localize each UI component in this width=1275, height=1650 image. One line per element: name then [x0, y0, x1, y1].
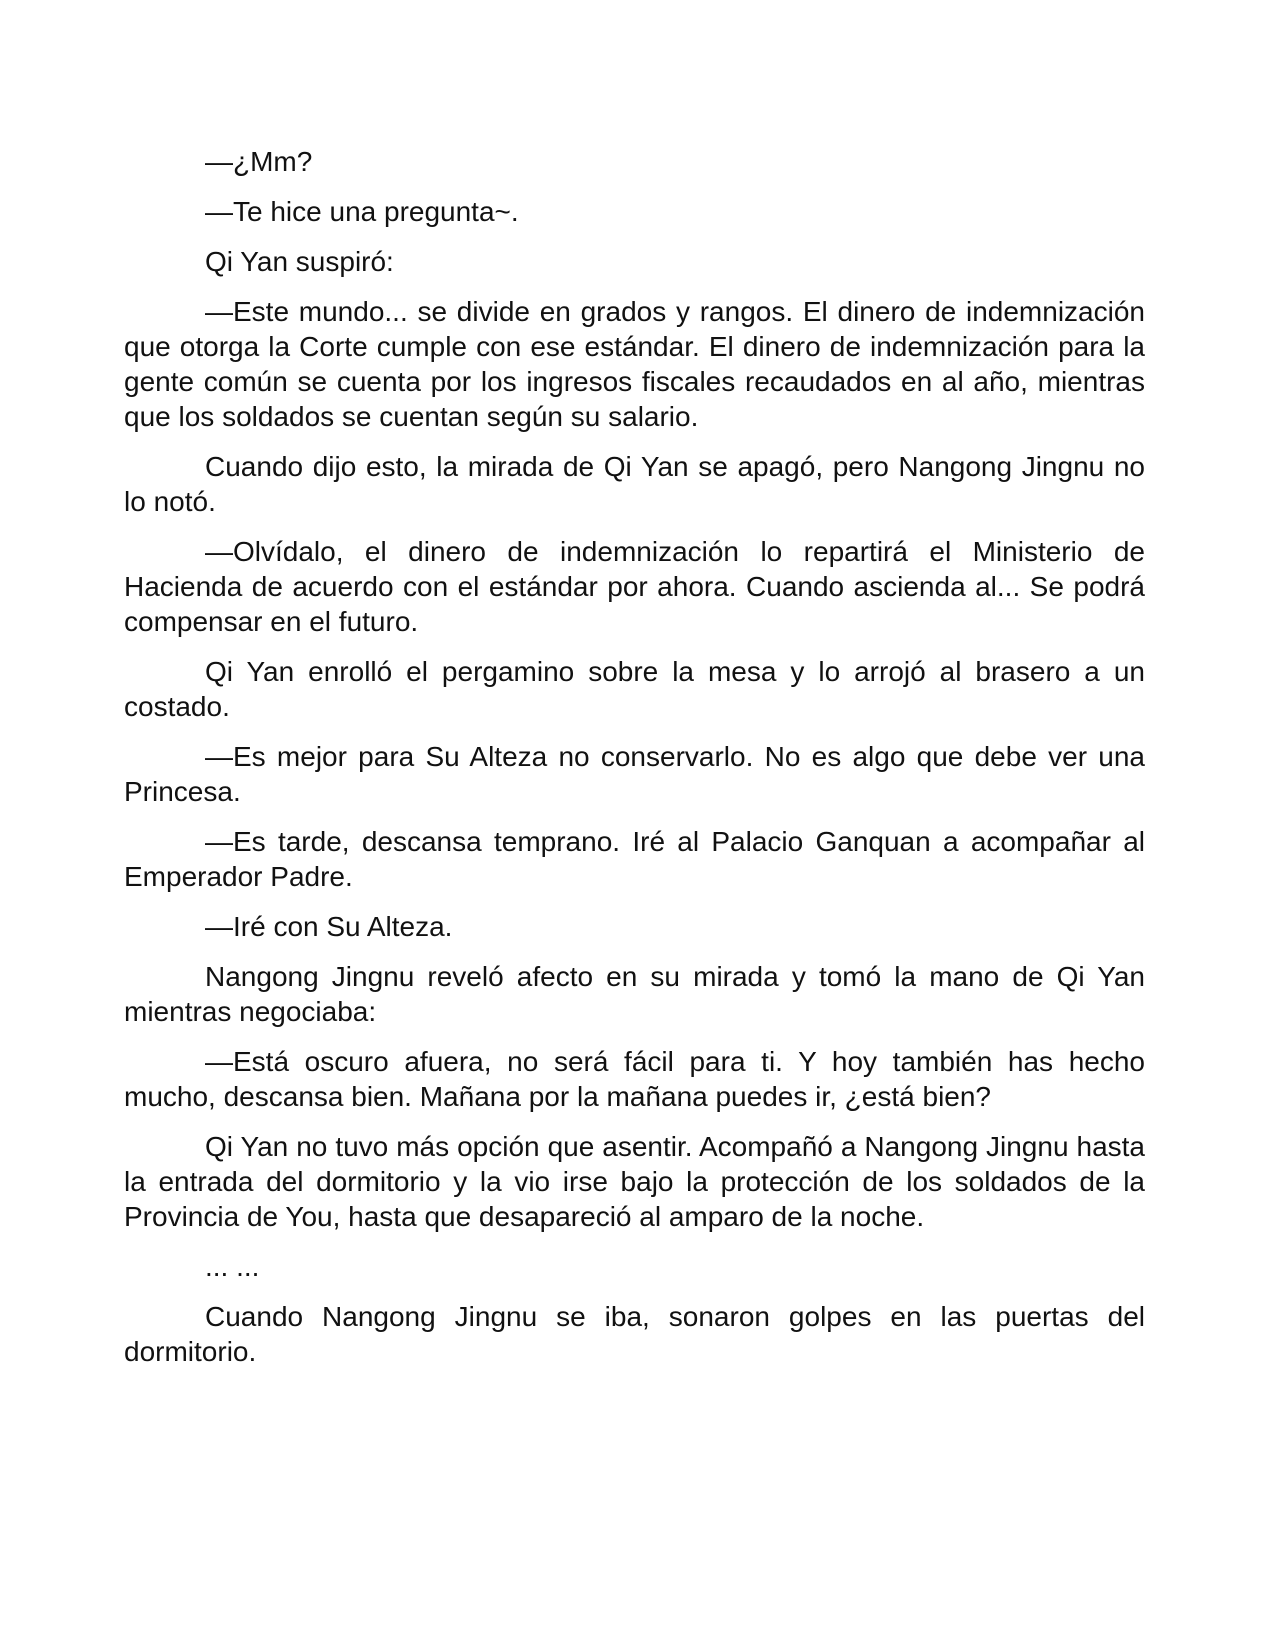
- paragraph: —Es mejor para Su Alteza no conservarlo. No es algo que debe ver una Princesa.: [124, 741, 1145, 807]
- paragraph: Qi Yan no tuvo más opción que asentir. Acompañó a Nangong Jingnu hasta la entrada del dormitorio y la vio irse bajo la protección de los soldados de la Provincia de You, hasta que desapareció al amparo de la noche.: [124, 1131, 1145, 1232]
- paragraph: —Es tarde, descansa temprano. Iré al Palacio Ganquan a acompañar al Emperador Padre.: [124, 826, 1145, 892]
- paragraph: Qi Yan enrolló el pergamino sobre la mesa y lo arrojó al brasero a un costado.: [124, 656, 1145, 722]
- paragraph: Cuando Nangong Jingnu se iba, sonaron golpes en las puertas del dormitorio.: [124, 1301, 1145, 1367]
- paragraph: —Te hice una pregunta~.: [205, 196, 519, 227]
- document-body: [124, 144, 1145, 1384]
- paragraph: —Este mundo... se divide en grados y rangos. El dinero de indemnización que otorga la Corte cumple con ese estándar. El dinero de indemnización para la gente común se cuenta por los ingresos fiscales recaudados en al año, mientras que los soldados se cuentan según su salario.: [124, 296, 1145, 432]
- paragraph: —Olvídalo, el dinero de indemnización lo repartirá el Ministerio de Hacienda de acuerdo con el estándar por ahora. Cuando ascienda al... Se podrá compensar en el futuro.: [124, 536, 1145, 637]
- paragraph: —Está oscuro afuera, no será fácil para ti. Y hoy también has hecho mucho, descansa bien. Mañana por la mañana puedes ir, ¿está bien?: [124, 1046, 1145, 1112]
- paragraph: Qi Yan suspiró:: [205, 246, 394, 277]
- scene-break: ... ...: [205, 1251, 260, 1282]
- paragraph: —Iré con Su Alteza.: [205, 911, 453, 942]
- paragraph: —¿Mm?: [205, 146, 313, 177]
- paragraph: Cuando dijo esto, la mirada de Qi Yan se apagó, pero Nangong Jingnu no lo notó.: [124, 451, 1145, 517]
- paragraph: Nangong Jingnu reveló afecto en su mirada y tomó la mano de Qi Yan mientras negociaba:: [124, 961, 1145, 1027]
